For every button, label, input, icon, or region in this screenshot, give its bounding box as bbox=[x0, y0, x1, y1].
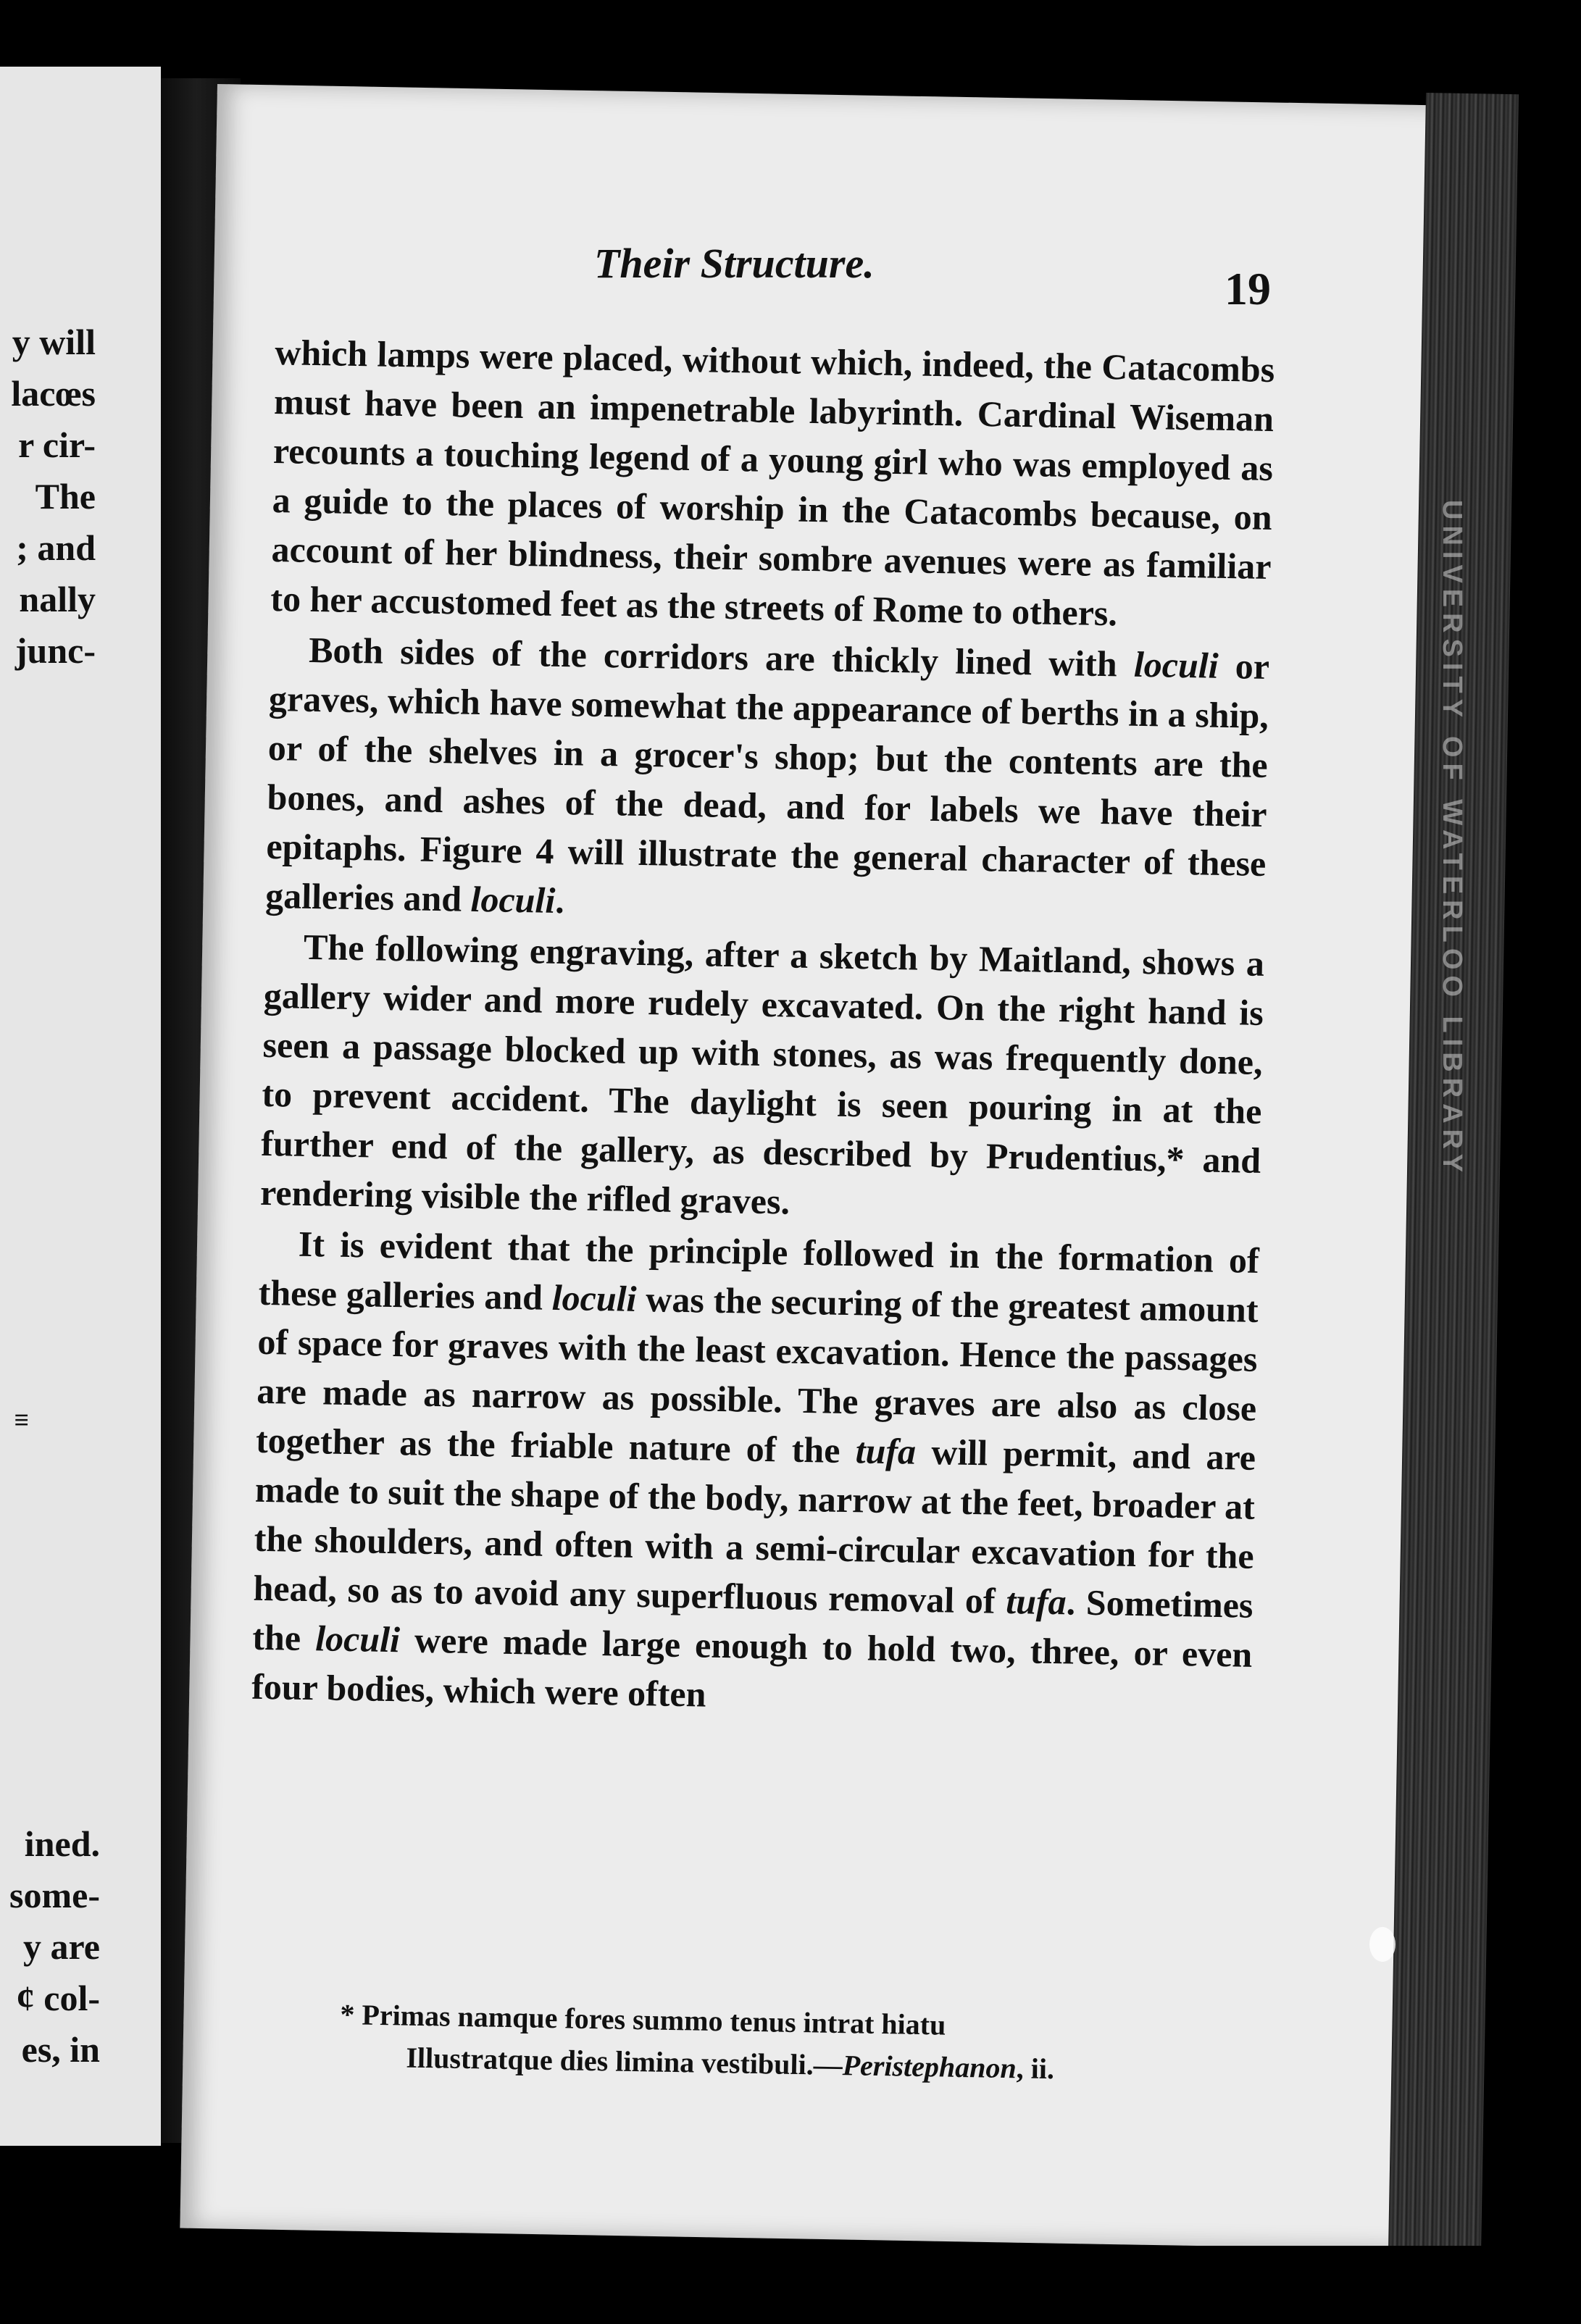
scan-border-top bbox=[0, 0, 1581, 87]
paragraph-text: It is evident that the principle followed in the formation of these galleries and bbox=[258, 1223, 1260, 1318]
scan-speck bbox=[1369, 1927, 1396, 1962]
footnote-marker: * bbox=[340, 1997, 355, 2031]
library-edge-stamp: UNIVERSITY OF WATERLOO LIBRARY bbox=[1437, 500, 1467, 1178]
paragraph-text: Both sides of the corridors are thickly lined with bbox=[308, 629, 1135, 685]
paragraph bbox=[265, 624, 1270, 937]
left-page-fragment: ≡ bbox=[14, 1405, 29, 1434]
italic-term: loculi bbox=[551, 1276, 637, 1319]
paragraph-text: . Sometimes the bbox=[251, 1581, 1253, 1659]
paragraph-text: which lamps were placed, without which, indeed, the Catacombs must have been an impenetrable labyrinth. Cardinal Wiseman recounts a touching legend of a young girl who was employed as a guide to the places of worship in the Catacombs because, on account of her blindness, their sombre avenues were as familiar to her accustomed feet as the streets of Rome to others. bbox=[270, 331, 1275, 634]
left-page-fragment: some- bbox=[9, 1875, 100, 1915]
left-facing-page bbox=[0, 67, 161, 2146]
left-page-fragment: ¢ col- bbox=[16, 1978, 100, 2018]
italic-term: loculi bbox=[314, 1618, 401, 1660]
body-text bbox=[251, 327, 1275, 1729]
italic-term: tufa bbox=[855, 1430, 917, 1472]
page-number: 19 bbox=[1225, 263, 1271, 314]
footnote-text: Primas namque fores summo tenus intrat hiatu bbox=[362, 1998, 946, 2041]
paragraph-text: The following engraving, after a sketch by Maitland, shows a gallery wider and more rudely excavated. On the right hand is seen a passage blocked up with stones, as was frequently done, to prevent accident. The daylight is seen pouring in at the further end of the gallery, as described by Prudentius,* and rendering visible the rifled graves. bbox=[259, 926, 1265, 1222]
left-page-fragment: y are bbox=[23, 1926, 100, 1967]
italic-term: tufa bbox=[1005, 1580, 1067, 1623]
left-page-fragment: r cir- bbox=[18, 425, 96, 465]
paragraph bbox=[270, 327, 1275, 640]
footnote-source: Peristephanon bbox=[842, 2049, 1017, 2085]
running-head: Their Structure. bbox=[594, 240, 875, 287]
left-page-fragment: nally bbox=[19, 579, 96, 619]
paragraph-text: . bbox=[554, 879, 565, 921]
footnote-text: , ii. bbox=[1016, 2052, 1055, 2086]
scan-border-bottom bbox=[0, 2246, 1581, 2324]
footnote bbox=[339, 1994, 1246, 2094]
paragraph-text: will permit, and are made to suit the shape of the body, narrow at the feet, broader at the shoulders, and often with a semi-circular excavation for the head, so as to avoid any superfluous removal of bbox=[253, 1431, 1256, 1621]
left-page-fragment: junc- bbox=[14, 630, 96, 671]
italic-term: loculi bbox=[1133, 643, 1219, 686]
paragraph-text: were made large enough to hold two, three, or even four bodies, which were often bbox=[251, 1619, 1253, 1715]
left-page-fragment: ined. bbox=[24, 1823, 100, 1864]
left-page-fragment: lacœs bbox=[11, 373, 96, 414]
left-page-fragment: es, in bbox=[21, 2029, 100, 2070]
italic-term: loculi bbox=[470, 878, 556, 921]
footnote-text: Illustratque dies limina vestibuli.— bbox=[406, 2041, 843, 2082]
paragraph bbox=[251, 1219, 1260, 1729]
paragraph-text: was the securing of the greatest amount of space for graves with the least excavation. Hence the passages are made as narrow as possible. The graves are also as close together as the friable nature of the bbox=[255, 1278, 1259, 1471]
left-page-fragment: ; and bbox=[16, 527, 96, 568]
left-page-fragment: The bbox=[35, 476, 96, 517]
paragraph-text: or graves, which have somewhat the appearance of berths in a ship, or of the shelves in a grocer's shop; but the contents are the bones, and ashes of the dead, and for labels we have their epitaphs. Figure 4 will illustrate the general character of these galleries and bbox=[264, 645, 1270, 919]
paragraph bbox=[260, 921, 1265, 1234]
left-page-fragment: y will bbox=[12, 322, 96, 362]
